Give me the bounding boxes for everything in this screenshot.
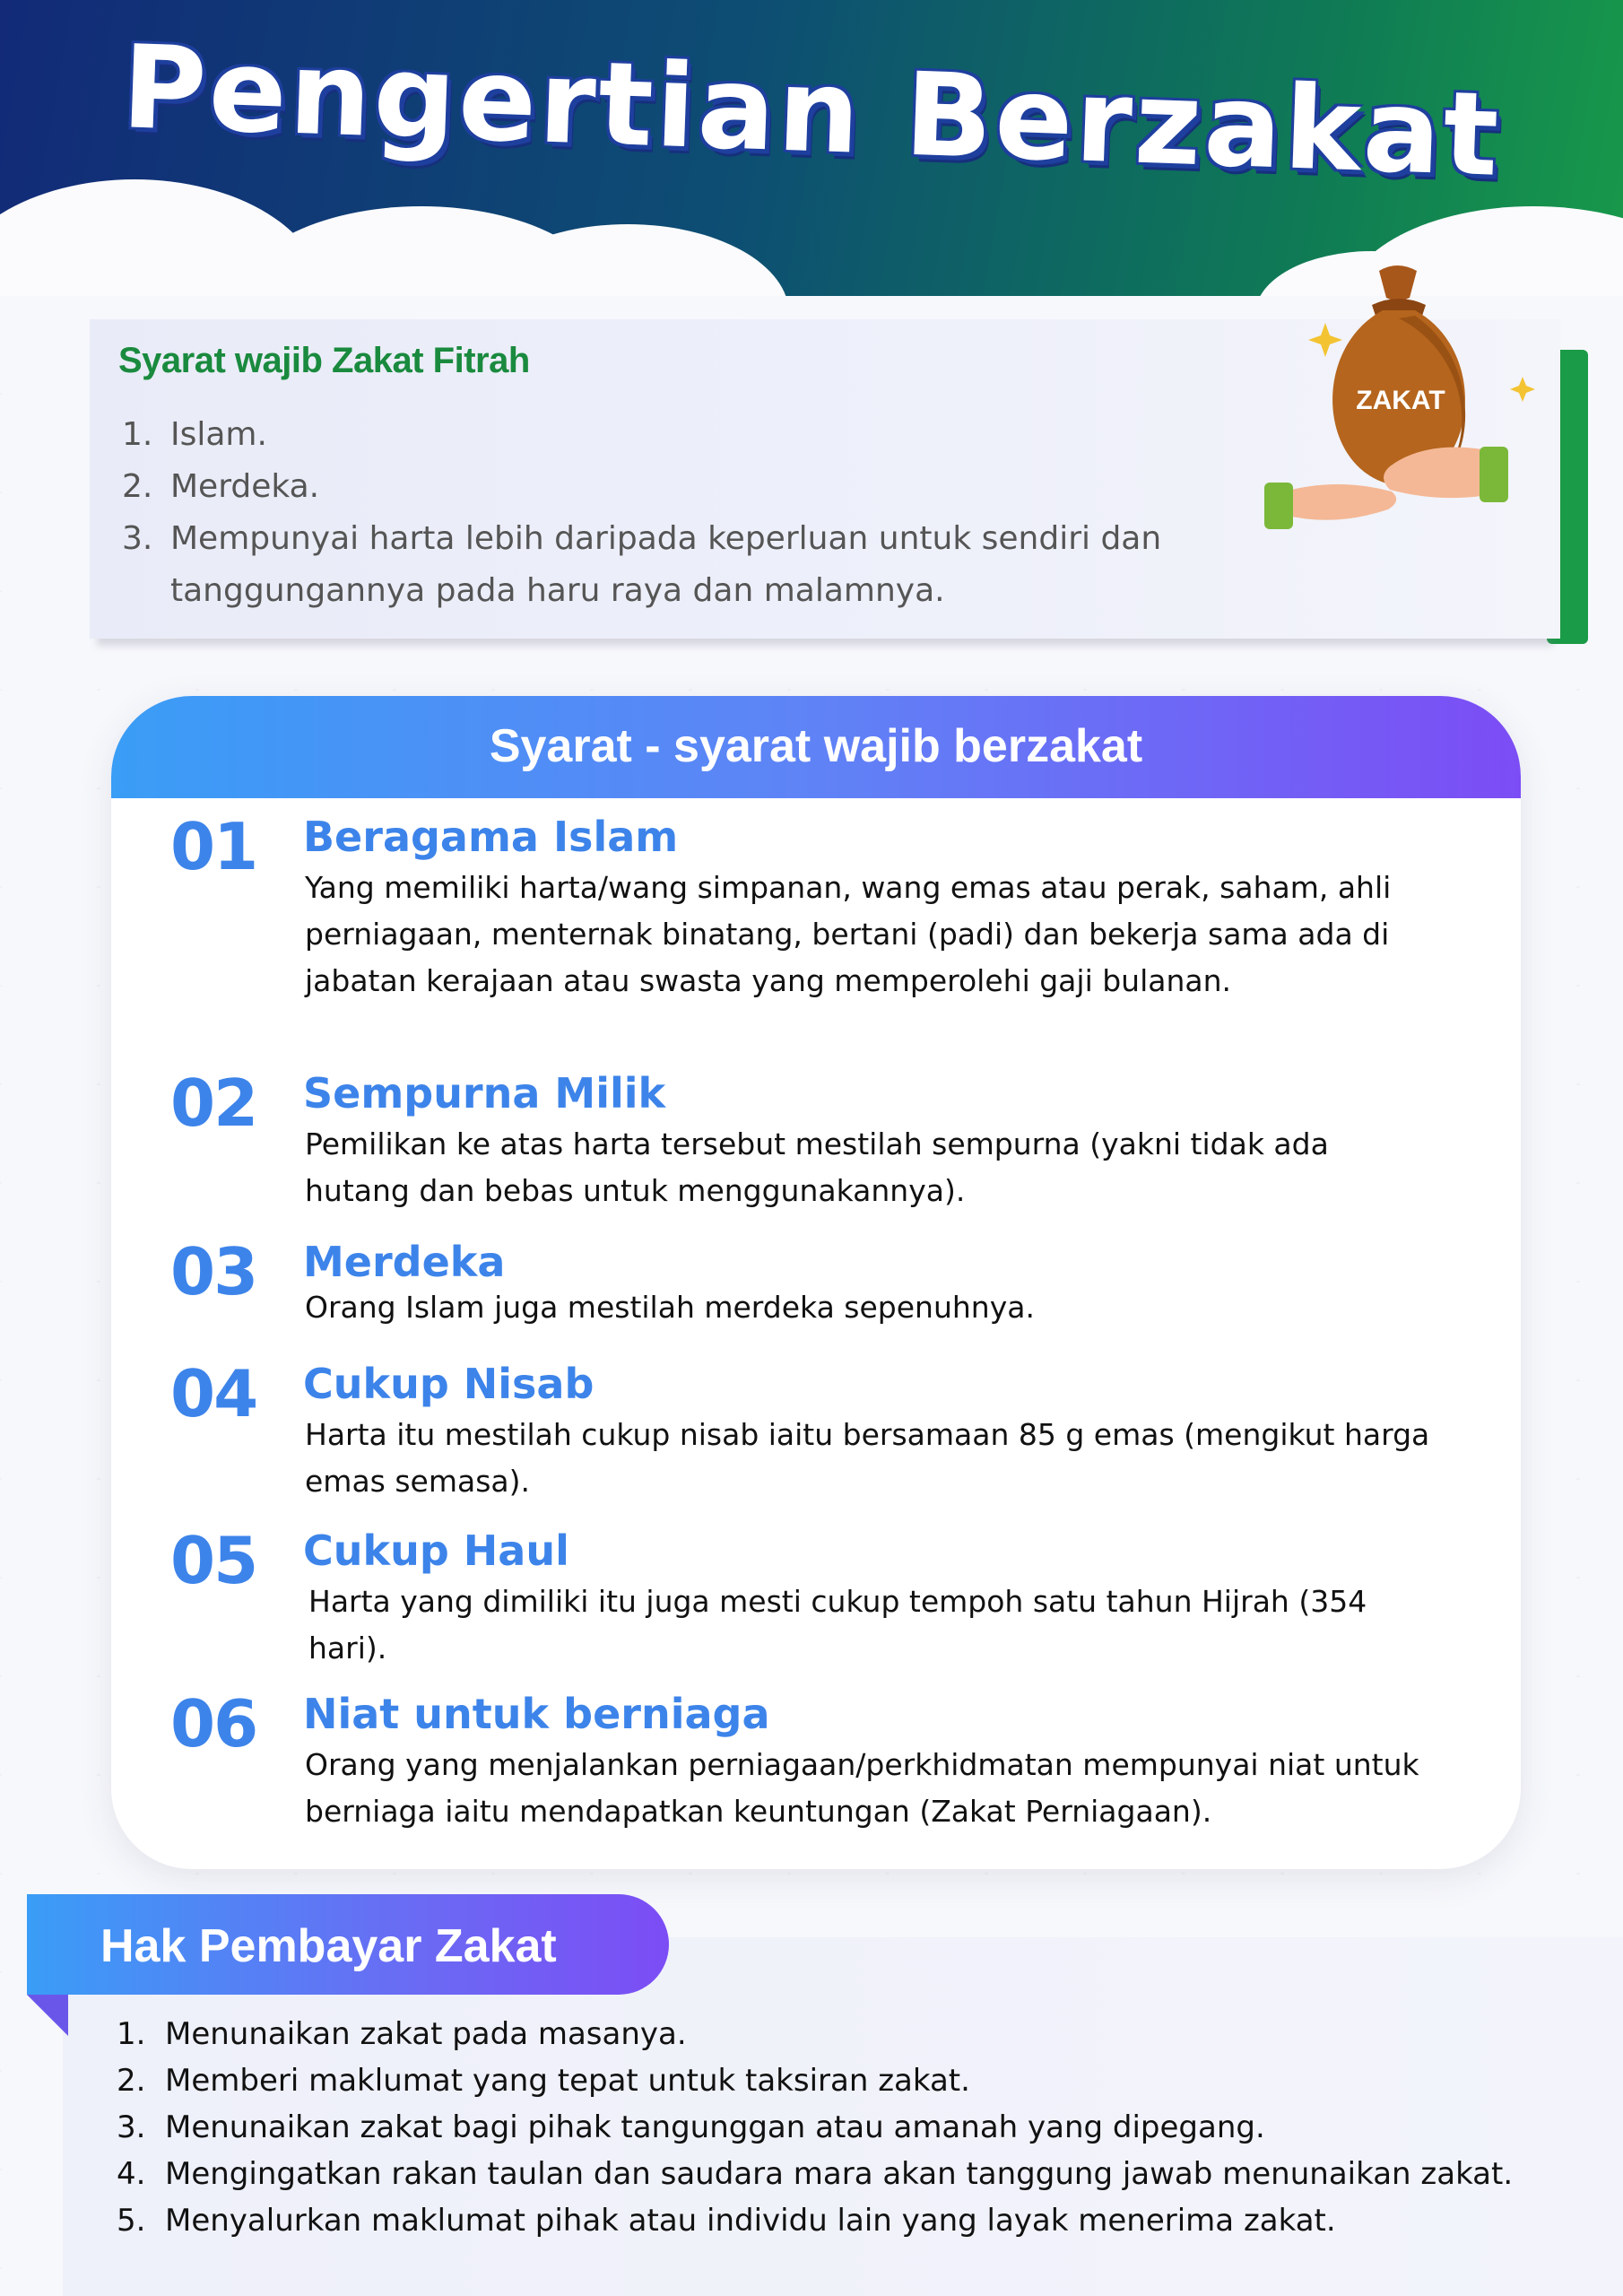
item-title: Merdeka bbox=[303, 1238, 506, 1286]
item-number: 02 bbox=[170, 1065, 257, 1141]
receiving-hand bbox=[1284, 484, 1396, 520]
item-description: Orang yang menjalankan perniagaan/perkhidmatan mempunyai niat untuk berniaga iaitu mendapatkan keuntungan (Zakat Perniagaan). bbox=[305, 1747, 1419, 1829]
page-title: Pengertian Berzakat bbox=[119, 21, 1504, 203]
bag-neck bbox=[1379, 265, 1417, 300]
syarat-heading: Syarat - syarat wajib berzakat bbox=[489, 720, 1143, 772]
item-description: Yang memiliki harta/wang simpanan, wang emas atau perak, saham, ahli perniagaan, menternak binatang, bertani (padi) dan bekerja sama ada di jabatan kerajaan atau swasta yang memperolehi gaji bulanan. bbox=[305, 870, 1392, 998]
hak-banner bbox=[27, 1894, 669, 1995]
item-title: Sempurna Milik bbox=[303, 1069, 666, 1118]
list-item bbox=[117, 2197, 1513, 2244]
syarat-card bbox=[111, 696, 1521, 1869]
list-number: 2. bbox=[122, 468, 153, 505]
banner-fold bbox=[27, 1995, 68, 2036]
list-item bbox=[117, 2151, 1513, 2197]
sparkle-icon bbox=[1510, 377, 1535, 402]
list-item bbox=[122, 513, 1273, 617]
item-number: 01 bbox=[170, 809, 257, 884]
list-text: Menunaikan zakat pada masanya. bbox=[165, 2016, 687, 2052]
list-number: 5. bbox=[117, 2203, 146, 2239]
fitrah-heading: Syarat wajib Zakat Fitrah bbox=[118, 341, 530, 380]
giving-sleeve bbox=[1480, 447, 1508, 502]
list-text: Merdeka. bbox=[170, 468, 320, 505]
item-description: Harta itu mestilah cukup nisab iaitu bersamaan 85 g emas (mengikut harga emas semasa). bbox=[305, 1417, 1430, 1499]
item-number: 05 bbox=[170, 1523, 257, 1598]
list-text: Mempunyai harta lebih daripada keperluan untuk sendiri dan tanggungannya pada haru raya dan malamnya. bbox=[170, 520, 1162, 609]
list-item bbox=[117, 2104, 1513, 2151]
zakat-bag-illustration bbox=[1237, 251, 1560, 574]
list-text: Mengingatkan rakan taulan dan saudara mara akan tanggung jawab menunaikan zakat. bbox=[165, 2156, 1514, 2192]
money-bag-icon bbox=[1237, 251, 1560, 574]
item-title: Niat untuk berniaga bbox=[303, 1690, 770, 1738]
list-text: Menunaikan zakat bagi pihak tangunggan atau amanah yang dipegang. bbox=[165, 2109, 1265, 2145]
list-number: 2. bbox=[117, 2063, 146, 2099]
item-number: 04 bbox=[170, 1356, 257, 1431]
list-text: Islam. bbox=[170, 416, 267, 453]
list-number: 1. bbox=[122, 416, 153, 453]
receiving-sleeve bbox=[1264, 483, 1293, 529]
hak-list bbox=[117, 2011, 1513, 2244]
list-item bbox=[117, 2011, 1513, 2057]
item-description: Harta yang dimiliki itu juga mesti cukup tempoh satu tahun Hijrah (354 hari). bbox=[308, 1584, 1367, 1665]
list-item bbox=[122, 461, 1273, 513]
list-text: Menyalurkan maklumat pihak atau individu lain yang layak menerima zakat. bbox=[165, 2203, 1336, 2239]
list-number: 4. bbox=[117, 2156, 146, 2192]
item-description: Pemilikan ke atas harta tersebut mestilah sempurna (yakni tidak ada hutang dan bebas untuk menggunakannya). bbox=[305, 1126, 1329, 1208]
list-number: 1. bbox=[117, 2016, 146, 2052]
list-item bbox=[117, 2057, 1513, 2104]
item-title: Cukup Nisab bbox=[303, 1360, 595, 1408]
fitrah-list bbox=[122, 409, 1273, 617]
item-number: 03 bbox=[170, 1234, 257, 1309]
hak-heading: Hak Pembayar Zakat bbox=[100, 1920, 557, 1972]
list-number: 3. bbox=[122, 520, 153, 557]
item-number: 06 bbox=[170, 1686, 257, 1761]
item-title: Beragama Islam bbox=[303, 813, 679, 861]
item-title: Cukup Haul bbox=[303, 1526, 569, 1575]
list-item bbox=[122, 409, 1273, 461]
sparkle-icon bbox=[1308, 323, 1342, 357]
bag-label: ZAKAT bbox=[1356, 386, 1445, 415]
syarat-header bbox=[111, 696, 1521, 798]
list-number: 3. bbox=[117, 2109, 146, 2145]
list-text: Memberi maklumat yang tepat untuk taksiran zakat. bbox=[165, 2063, 970, 2099]
item-description: Orang Islam juga mestilah merdeka sepenuhnya. bbox=[305, 1290, 1035, 1325]
